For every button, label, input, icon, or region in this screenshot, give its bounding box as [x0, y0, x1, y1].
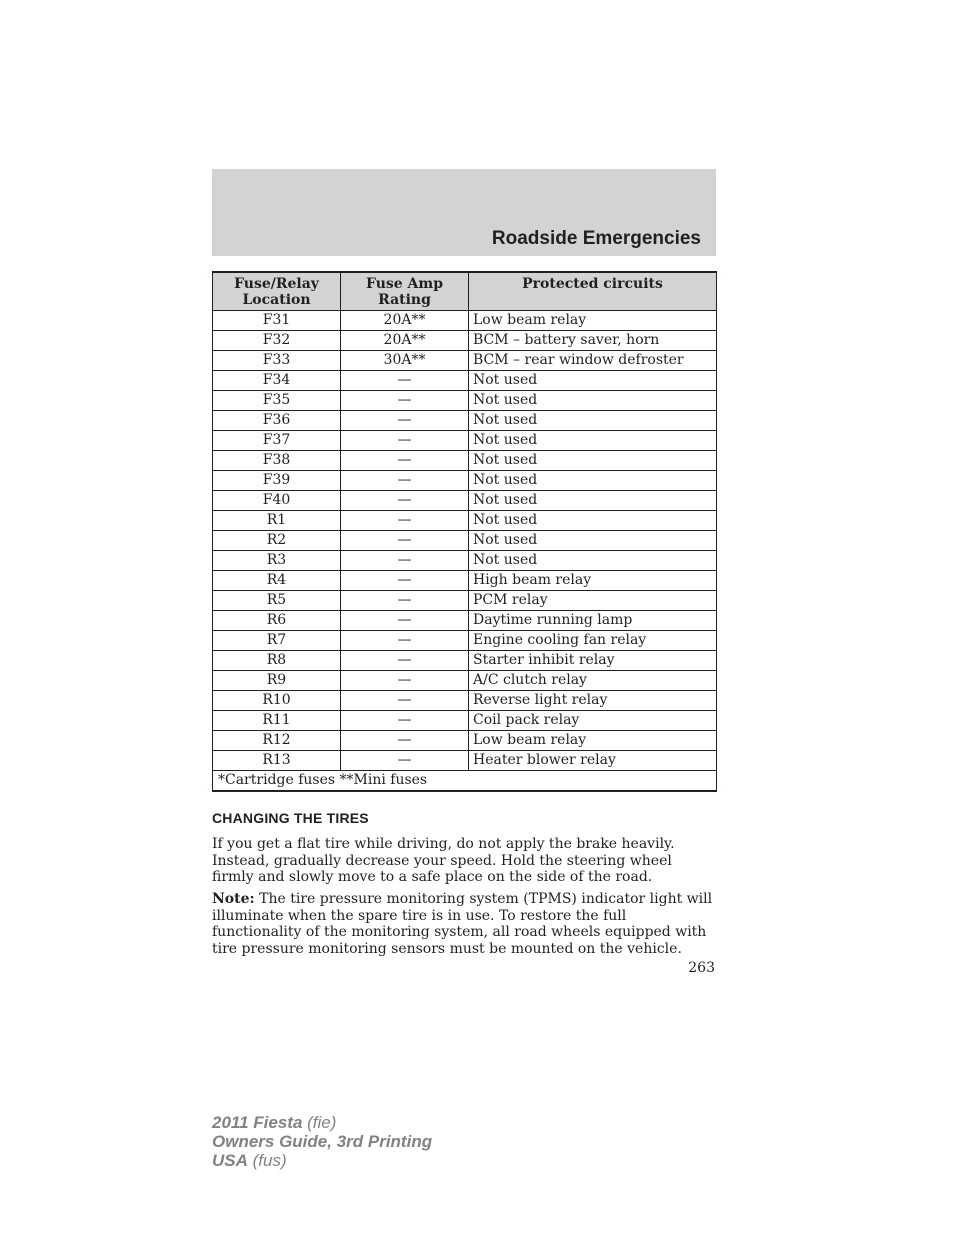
- cell-protected-circuit: Reverse light relay: [469, 691, 717, 711]
- cell-location: R8: [213, 651, 341, 671]
- cell-location: R9: [213, 671, 341, 691]
- table-row: [213, 751, 717, 771]
- tpms-note-paragraph: [212, 891, 716, 957]
- cell-location: F35: [213, 391, 341, 411]
- cell-amp-rating: —: [341, 571, 469, 591]
- cell-protected-circuit: High beam relay: [469, 571, 717, 591]
- cell-protected-circuit: Not used: [469, 491, 717, 511]
- table-row: [213, 451, 717, 471]
- cell-amp-rating: —: [341, 711, 469, 731]
- cell-protected-circuit: Not used: [469, 471, 717, 491]
- table-row: [213, 591, 717, 611]
- cell-protected-circuit: Not used: [469, 451, 717, 471]
- cell-location: R6: [213, 611, 341, 631]
- cell-location: F39: [213, 471, 341, 491]
- table-row: [213, 511, 717, 531]
- table-row: [213, 311, 717, 331]
- cell-amp-rating: —: [341, 531, 469, 551]
- cell-amp-rating: —: [341, 391, 469, 411]
- cell-location: F40: [213, 491, 341, 511]
- cell-location: R13: [213, 751, 341, 771]
- cell-protected-circuit: Low beam relay: [469, 311, 717, 331]
- page-number: 263: [688, 960, 715, 976]
- header-band: [212, 169, 716, 256]
- footer-model: 2011 Fiesta: [212, 1113, 303, 1132]
- cell-protected-circuit: Not used: [469, 411, 717, 431]
- note-label: Note:: [212, 891, 255, 907]
- table-row: [213, 551, 717, 571]
- note-text: The tire pressure monitoring system (TPMS) indicator light will illuminate when the spare tire is in use. To restore the full functionality of the monitoring system, all road wheels equipped with tire pressure monitoring sensors must be mounted on the vehicle.: [212, 891, 713, 957]
- cell-location: F33: [213, 351, 341, 371]
- cell-protected-circuit: Coil pack relay: [469, 711, 717, 731]
- cell-location: R1: [213, 511, 341, 531]
- cell-protected-circuit: Not used: [469, 371, 717, 391]
- table-footnote-row: [213, 771, 717, 791]
- table-row: [213, 651, 717, 671]
- table-row: [213, 411, 717, 431]
- footer-guide: Owners Guide, 3rd Printing: [212, 1132, 433, 1151]
- cell-amp-rating: —: [341, 551, 469, 571]
- cell-protected-circuit: Not used: [469, 531, 717, 551]
- table-row: [213, 691, 717, 711]
- cell-location: R10: [213, 691, 341, 711]
- cell-location: F34: [213, 371, 341, 391]
- cell-location: R12: [213, 731, 341, 751]
- cell-location: R5: [213, 591, 341, 611]
- cell-location: R7: [213, 631, 341, 651]
- cell-amp-rating: —: [341, 451, 469, 471]
- cell-location: F32: [213, 331, 341, 351]
- table-row: [213, 391, 717, 411]
- footer-model-code: (fie): [302, 1113, 337, 1132]
- cell-protected-circuit: Low beam relay: [469, 731, 717, 751]
- cell-amp-rating: —: [341, 631, 469, 651]
- cell-protected-circuit: PCM relay: [469, 591, 717, 611]
- table-row: [213, 711, 717, 731]
- cell-protected-circuit: Not used: [469, 511, 717, 531]
- table-row: [213, 431, 717, 451]
- fuse-table: [212, 271, 717, 792]
- cell-protected-circuit: Not used: [469, 431, 717, 451]
- fuse-table-body: [213, 311, 717, 791]
- cell-amp-rating: 30A**: [341, 351, 469, 371]
- cell-protected-circuit: Not used: [469, 551, 717, 571]
- cell-amp-rating: —: [341, 431, 469, 451]
- cell-protected-circuit: A/C clutch relay: [469, 671, 717, 691]
- cell-protected-circuit: Engine cooling fan relay: [469, 631, 717, 651]
- changing-tires-heading: CHANGING THE TIRES: [212, 810, 369, 826]
- table-row: [213, 531, 717, 551]
- document-footer: [212, 1113, 432, 1170]
- cell-amp-rating: 20A**: [341, 331, 469, 351]
- cell-protected-circuit: BCM – battery saver, horn: [469, 331, 717, 351]
- table-row: [213, 611, 717, 631]
- flat-tire-paragraph: If you get a flat tire while driving, do not apply the brake heavily. Instead, gradually decrease your speed. Hold the steering wheel firmly and slowly move to a safe place on the side of the road.: [212, 836, 675, 885]
- cell-location: F37: [213, 431, 341, 451]
- cell-location: F38: [213, 451, 341, 471]
- cell-amp-rating: —: [341, 591, 469, 611]
- cell-location: R4: [213, 571, 341, 591]
- table-row: [213, 631, 717, 651]
- cell-amp-rating: —: [341, 751, 469, 771]
- cell-protected-circuit: BCM – rear window defroster: [469, 351, 717, 371]
- cell-location: R11: [213, 711, 341, 731]
- section-title: Roadside Emergencies: [491, 228, 701, 249]
- cell-amp-rating: —: [341, 611, 469, 631]
- footer-line-guide: [212, 1132, 432, 1151]
- footer-market-code: (fus): [247, 1151, 287, 1170]
- cell-protected-circuit: Starter inhibit relay: [469, 651, 717, 671]
- cell-amp-rating: —: [341, 491, 469, 511]
- table-header-row: [213, 272, 717, 311]
- footer-line-market: [212, 1151, 432, 1170]
- cell-amp-rating: —: [341, 651, 469, 671]
- table-row: [213, 331, 717, 351]
- column-header-protected-circuits: Protected circuits: [469, 272, 717, 311]
- table-row: [213, 471, 717, 491]
- cell-protected-circuit: Daytime running lamp: [469, 611, 717, 631]
- cell-amp-rating: —: [341, 511, 469, 531]
- cell-amp-rating: —: [341, 411, 469, 431]
- cell-protected-circuit: Heater blower relay: [469, 751, 717, 771]
- table-row: [213, 371, 717, 391]
- table-row: [213, 571, 717, 591]
- cell-amp-rating: —: [341, 731, 469, 751]
- cell-amp-rating: —: [341, 671, 469, 691]
- table-row: [213, 731, 717, 751]
- cell-location: R2: [213, 531, 341, 551]
- table-footnote: *Cartridge fuses **Mini fuses: [213, 771, 717, 791]
- footer-line-model: [212, 1113, 432, 1132]
- column-header-location: Fuse/Relay Location: [213, 272, 341, 311]
- cell-location: F31: [213, 311, 341, 331]
- cell-protected-circuit: Not used: [469, 391, 717, 411]
- cell-amp-rating: 20A**: [341, 311, 469, 331]
- cell-location: F36: [213, 411, 341, 431]
- footer-market: USA: [212, 1151, 248, 1170]
- table-row: [213, 351, 717, 371]
- table-row: [213, 671, 717, 691]
- cell-location: R3: [213, 551, 341, 571]
- cell-amp-rating: —: [341, 471, 469, 491]
- cell-amp-rating: —: [341, 371, 469, 391]
- cell-amp-rating: —: [341, 691, 469, 711]
- table-row: [213, 491, 717, 511]
- column-header-amp-rating: Fuse Amp Rating: [341, 272, 469, 311]
